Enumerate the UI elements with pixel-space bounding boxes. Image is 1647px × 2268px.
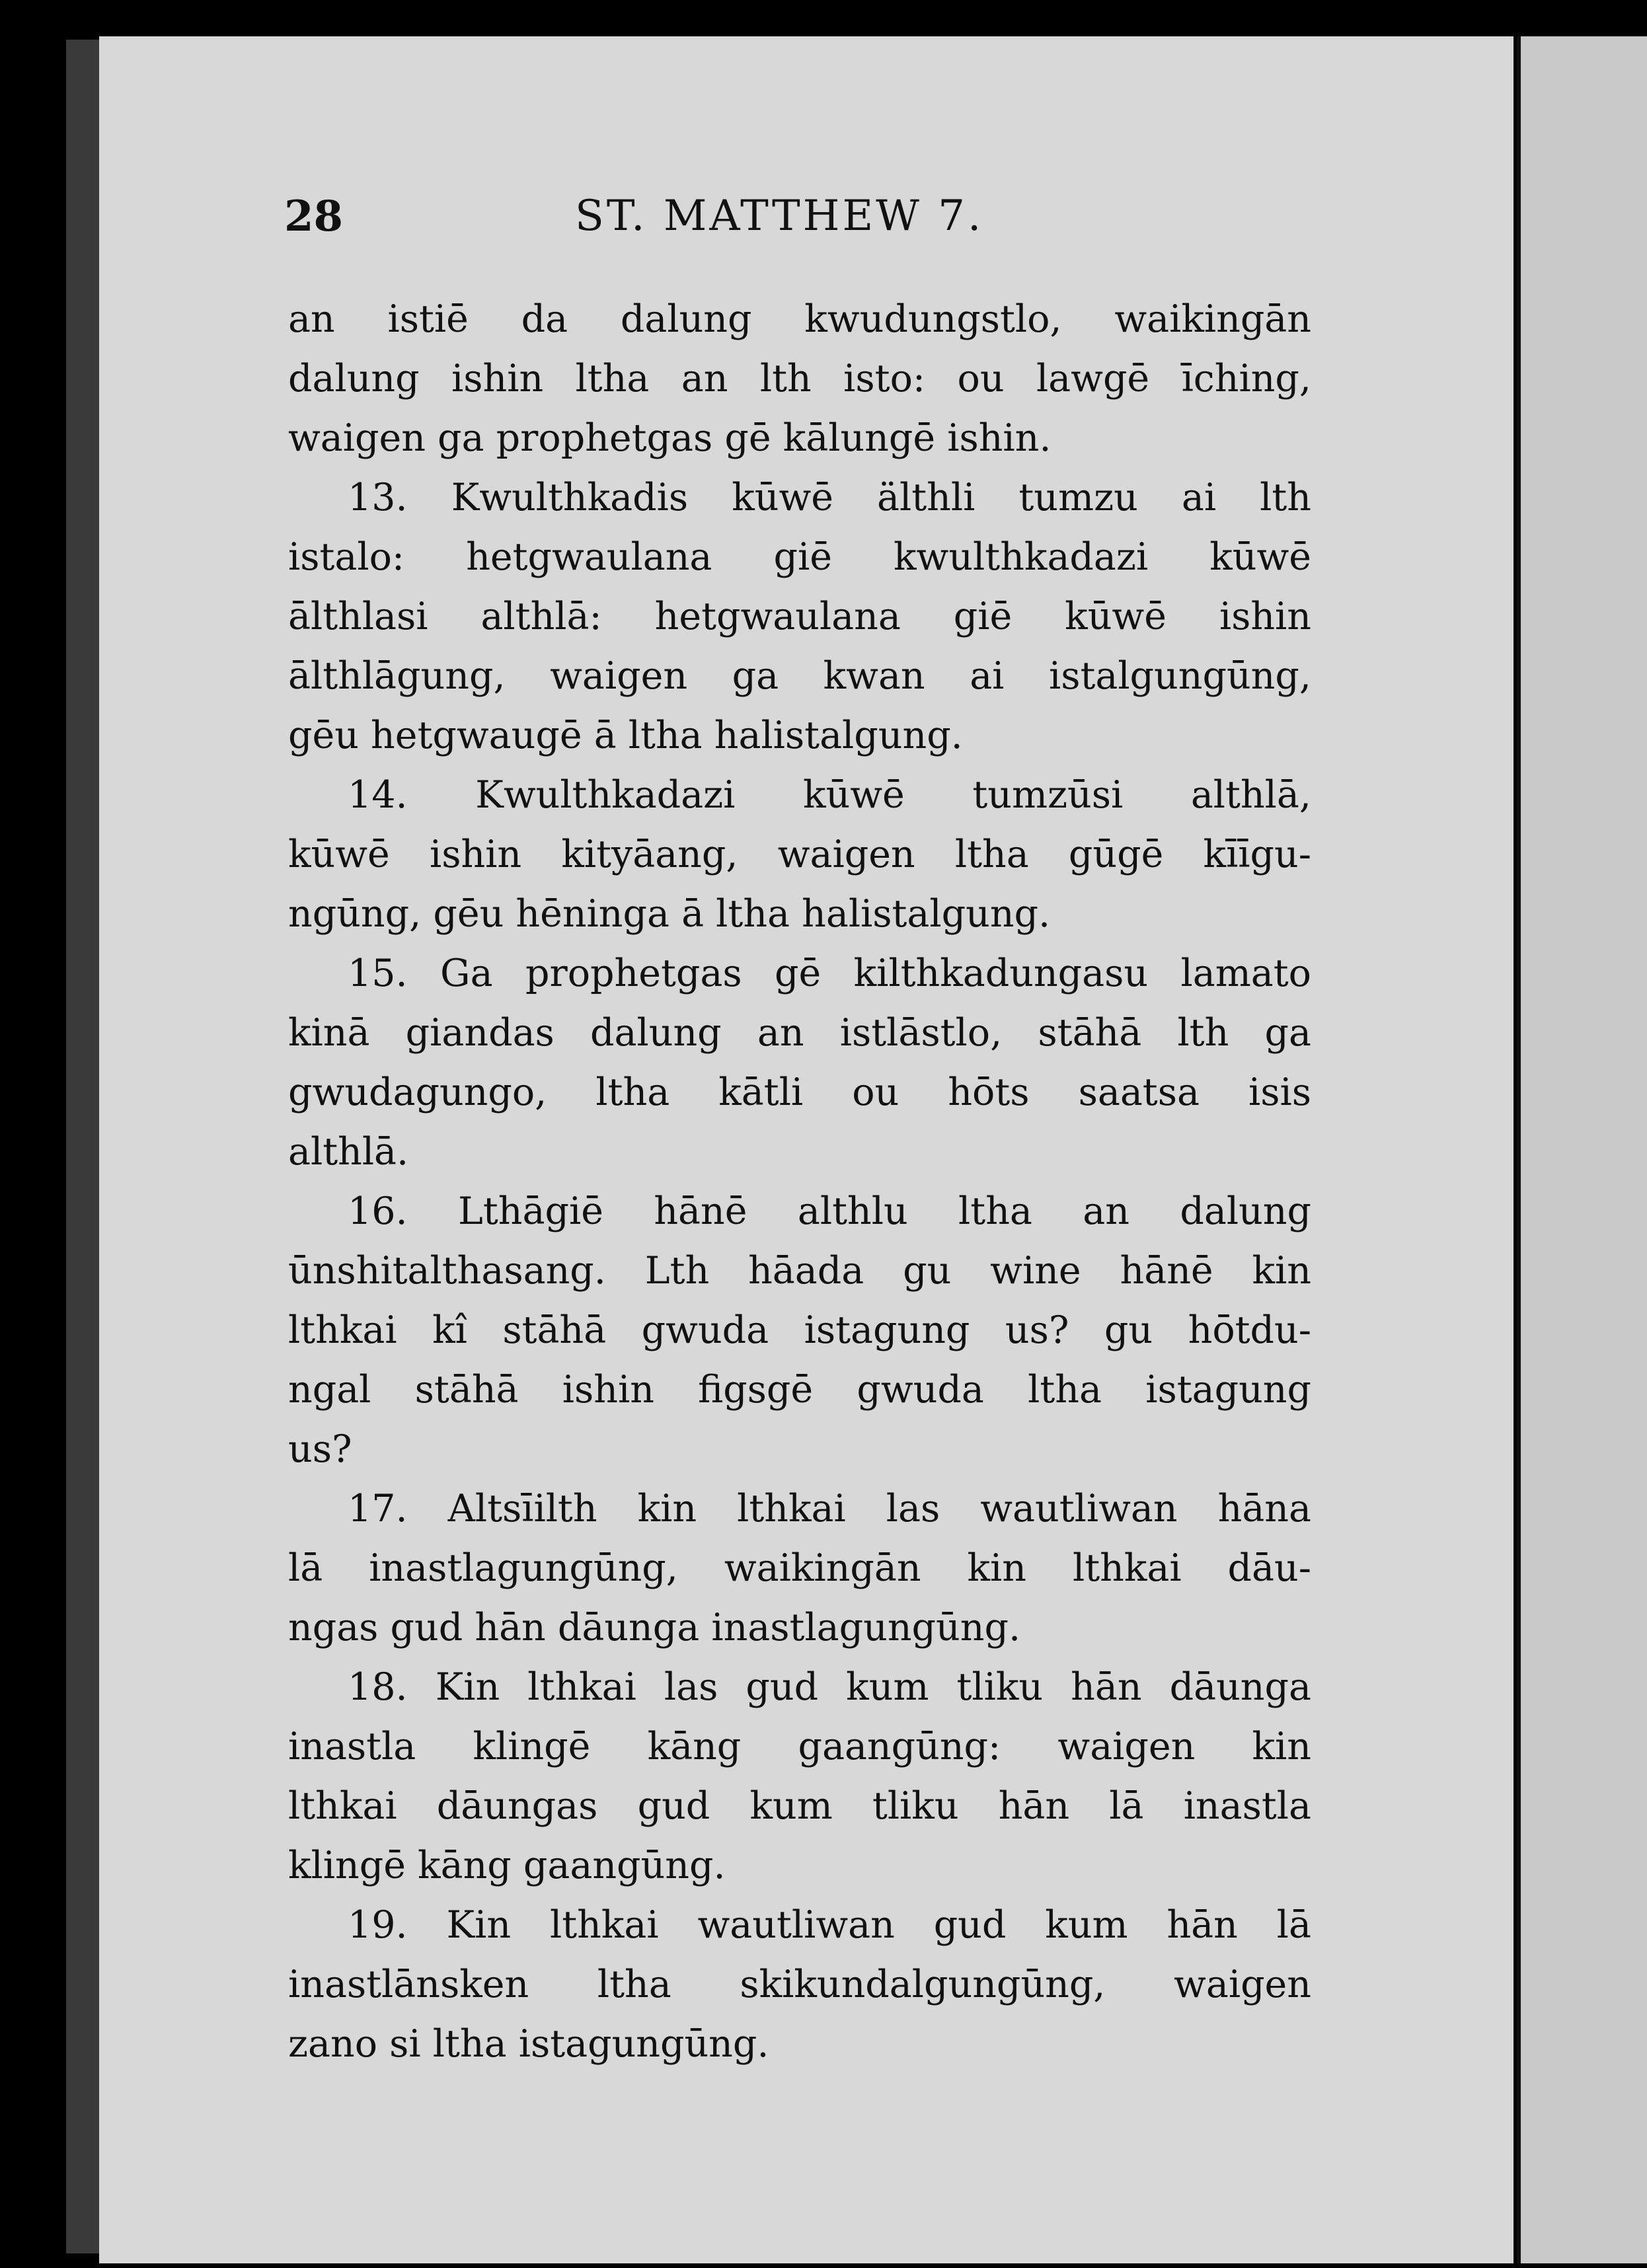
text-line: 16. Lthāgiē hānē althlu ltha an dalung [348,1190,1311,1233]
text-line: lā inastlagungūng, waikingān kin lthkai dāu- [288,1546,1311,1590]
text-line: ngas gud hān dāunga inastlagungūng. [288,1606,1021,1649]
page-header [284,192,1315,258]
text-line: 13. Kwulthkadis kūwē älthli tumzu ai lth [348,476,1311,519]
text-line: 17. Altsīilth kin lthkai las wautliwan hāna [348,1487,1311,1531]
running-title: ST. MATTHEW 7. [575,192,984,241]
text-line: 19. Kin lthkai wautliwan gud kum hān lā [348,1903,1311,1947]
text-line: inastla klingē kāng gaangūng: waigen kin [288,1725,1311,1768]
text-line: 15. Ga prophetgas gē kilthkadungasu lamato [348,952,1311,995]
text-line: 18. Kin lthkai las gud kum tliku hān dāunga [348,1665,1311,1709]
facing-page-edge [1517,36,1647,2263]
text-line: kūwē ishin kityāang, waigen ltha gūgē kīīgu- [288,833,1311,876]
text-line: 14. Kwulthkadazi kūwē tumzūsi althlā, [348,773,1311,817]
text-line: lthkai kî stāhā gwuda istagung us? gu hōtdu- [288,1308,1311,1352]
text-line: waigen ga prophetgas gē kālungē ishin. [288,416,1052,460]
text-line: istalo: hetgwaulana giē kwulthkadazi kūwē [288,535,1311,579]
text-line: us? [288,1427,352,1471]
text-line: inastlānsken ltha skikundalgungūng, waigen [288,1963,1311,2006]
text-line: ngal stāhā ishin figsgē gwuda ltha istagung [288,1368,1311,1412]
text-line: ngūng, gēu hēninga ā ltha halistalgung. [288,892,1051,936]
text-line: klingē kāng gaangūng. [288,1844,726,1887]
body-text [288,289,1311,2074]
text-line: althlā. [288,1130,409,1174]
page-number: 28 [284,192,344,241]
text-line: ālthlāgung, waigen ga kwan ai istalgungūng, [288,654,1311,698]
text-line: kinā giandas dalung an istlāstlo, stāhā lth ga [288,1011,1311,1055]
text-line: ūnshitalthasang. Lth hāada gu wine hānē kin [288,1249,1311,1293]
text-line: dalung ishin ltha an lth isto: ou lawgē īching, [288,357,1311,400]
text-line: lthkai dāungas gud kum tliku hān lā inastla [288,1784,1311,1828]
text-line: gwudagungo, ltha kātli ou hōts saatsa isis [288,1071,1311,1114]
text-line: gēu hetgwaugē ā ltha halistalgung. [288,714,963,757]
text-line: zano si ltha istagungūng. [288,2022,769,2066]
text-line: ālthlasi althlā: hetgwaulana giē kūwē ishin [288,595,1311,638]
text-line: an istiē da dalung kwudungstlo, waikingān [288,297,1311,341]
